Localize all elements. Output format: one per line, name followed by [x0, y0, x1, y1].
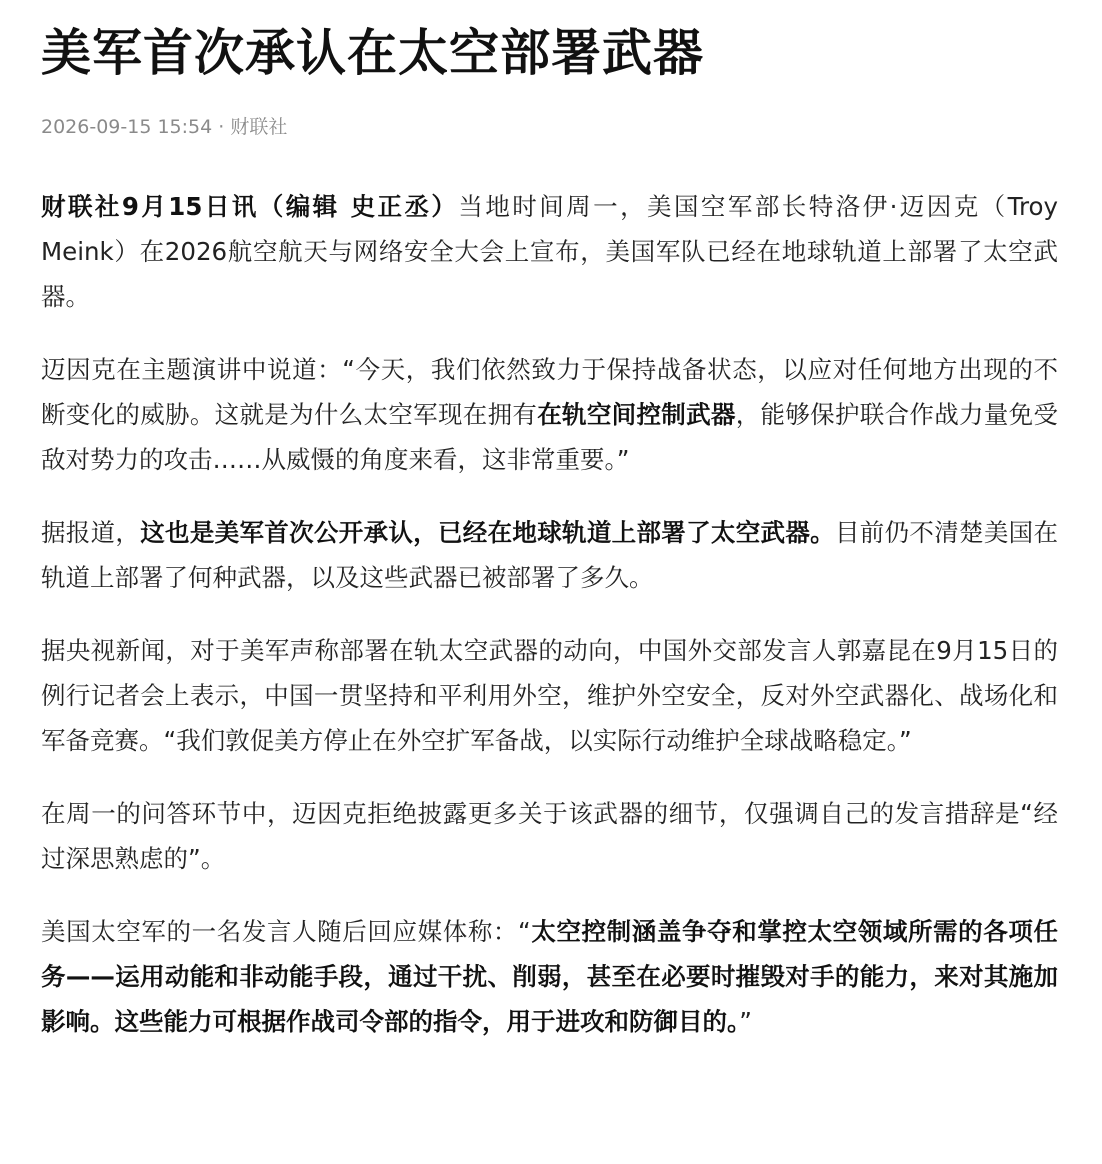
paragraph-text: 美国太空军的一名发言人随后回应媒体称：“ [41, 917, 531, 946]
paragraph-text: 据报道， [41, 518, 141, 547]
paragraph-text: ” [739, 1007, 752, 1036]
paragraph-text: 目前仍不清楚美国在轨道上部署了何种武器，以及这些武器已被部署了多久。 [41, 518, 1058, 592]
paragraph-highlight: 在轨空间控制武器 [537, 400, 736, 429]
article-body [41, 184, 1058, 1044]
article-meta [41, 114, 1058, 140]
paragraph-4: 据央视新闻，对于美军声称部署在轨太空武器的动向，中国外交部发言人郭嘉昆在9月15日的例行记者会上表示，中国一贯坚持和平利用外空，维护外空安全，反对外空武器化、战场化和军备竞赛。“我们敦促美方停止在外空扩军备战，以实际行动维护全球战略稳定。” [41, 636, 1058, 755]
paragraph-3 [41, 510, 1058, 600]
paragraph-6 [41, 909, 1058, 1044]
publish-date: 2026-09-15 15:54 [41, 116, 213, 138]
paragraph-lead: 财联社9月15日讯（编辑 史正丞） [41, 192, 459, 221]
paragraph-5: 在周一的问答环节中，迈因克拒绝披露更多关于该武器的细节，仅强调自己的发言措辞是“经过深思熟虑的”。 [41, 799, 1058, 873]
paragraph-text: ，能够保护联合作战力量免受敌对势力的攻击……从威慑的角度来看，这非常重要。” [41, 400, 1058, 474]
paragraph-text: 迈因克在主题演讲中说道：“今天，我们依然致力于保持战备状态，以应对任何地方出现的不断变化的威胁。这就是为什么太空军现在拥有 [41, 355, 1058, 429]
paragraph-highlight: 太空控制涵盖争夺和掌控太空领域所需的各项任务——运用动能和非动能手段，通过干扰、削弱，甚至在必要时摧毁对手的能力，来对其施加影响。这些能力可根据作战司令部的指令，用于进攻和防御目的。 [41, 917, 1058, 1036]
meta-separator: · [212, 116, 231, 138]
paragraph-2 [41, 347, 1058, 482]
paragraph-text: 当地时间周一，美国空军部长特洛伊·迈因克（Troy Meink）在2026航空航天与网络安全大会上宣布，美国军队已经在地球轨道上部署了太空武器。 [41, 192, 1058, 311]
paragraph-1 [41, 184, 1058, 319]
paragraph-highlight: 这也是美军首次公开承认，已经在地球轨道上部署了太空武器。 [140, 518, 835, 547]
article-title: 美军首次承认在太空部署武器 [41, 24, 704, 82]
source-name: 财联社 [230, 116, 288, 138]
